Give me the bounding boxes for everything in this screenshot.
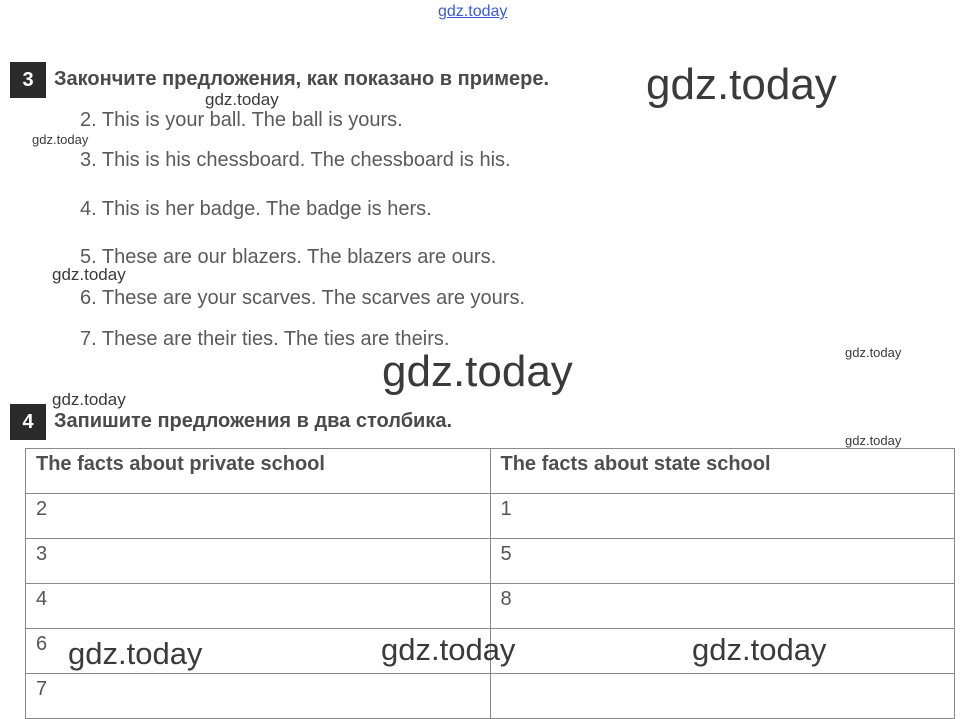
watermark: gdz.today [32,132,89,147]
task-4-title: Запишите предложения в два столбика. [54,410,453,432]
state-school-cell [490,674,955,719]
table-header-row [26,449,955,494]
state-school-cell: 1 [490,494,955,539]
sentence-line: 5. These are our blazers. The blazers are ours. [80,246,497,268]
watermark: gdz.today [52,390,126,409]
watermark: gdz.today [646,60,837,109]
header-private-school: The facts about private school [26,449,491,494]
sentence-line: 2. This is your ball. The ball is yours. [80,109,403,131]
watermark: gdz.today [205,90,279,109]
header-state-school: The facts about state school [490,449,955,494]
sentence-line: 4. This is her badge. The badge is hers. [80,198,432,220]
watermark: gdz.today [845,345,902,360]
private-school-cell: 7 [26,674,491,719]
watermark-top: gdz.today [438,3,508,20]
private-school-cell: 3 [26,539,491,584]
private-school-cell: 2 [26,494,491,539]
private-school-cell: 4 [26,584,491,629]
table-row [26,584,955,629]
watermark: gdz.today [382,347,573,396]
state-school-cell: 5 [490,539,955,584]
task-4-number-badge: 4 [10,404,46,440]
table-row [26,494,955,539]
task-3-title: Закончите предложения, как показано в примере. [54,68,550,90]
table-row [26,539,955,584]
facts-table [25,448,955,719]
watermark: gdz.today [52,265,126,284]
state-school-cell: 8 [490,584,955,629]
sentence-line: 7. These are their ties. The ties are theirs. [80,328,450,350]
watermark: gdz.today [692,632,827,667]
watermark: gdz.today [845,433,902,448]
watermark: gdz.today [381,632,516,667]
task-3-number-badge: 3 [10,62,46,98]
sentence-line: 3. This is his chessboard. The chessboard is his. [80,149,511,171]
sentence-line: 6. These are your scarves. The scarves are yours. [80,287,526,309]
table-row [26,674,955,719]
watermark: gdz.today [68,636,203,671]
private-school-cell: 6 [26,629,491,674]
